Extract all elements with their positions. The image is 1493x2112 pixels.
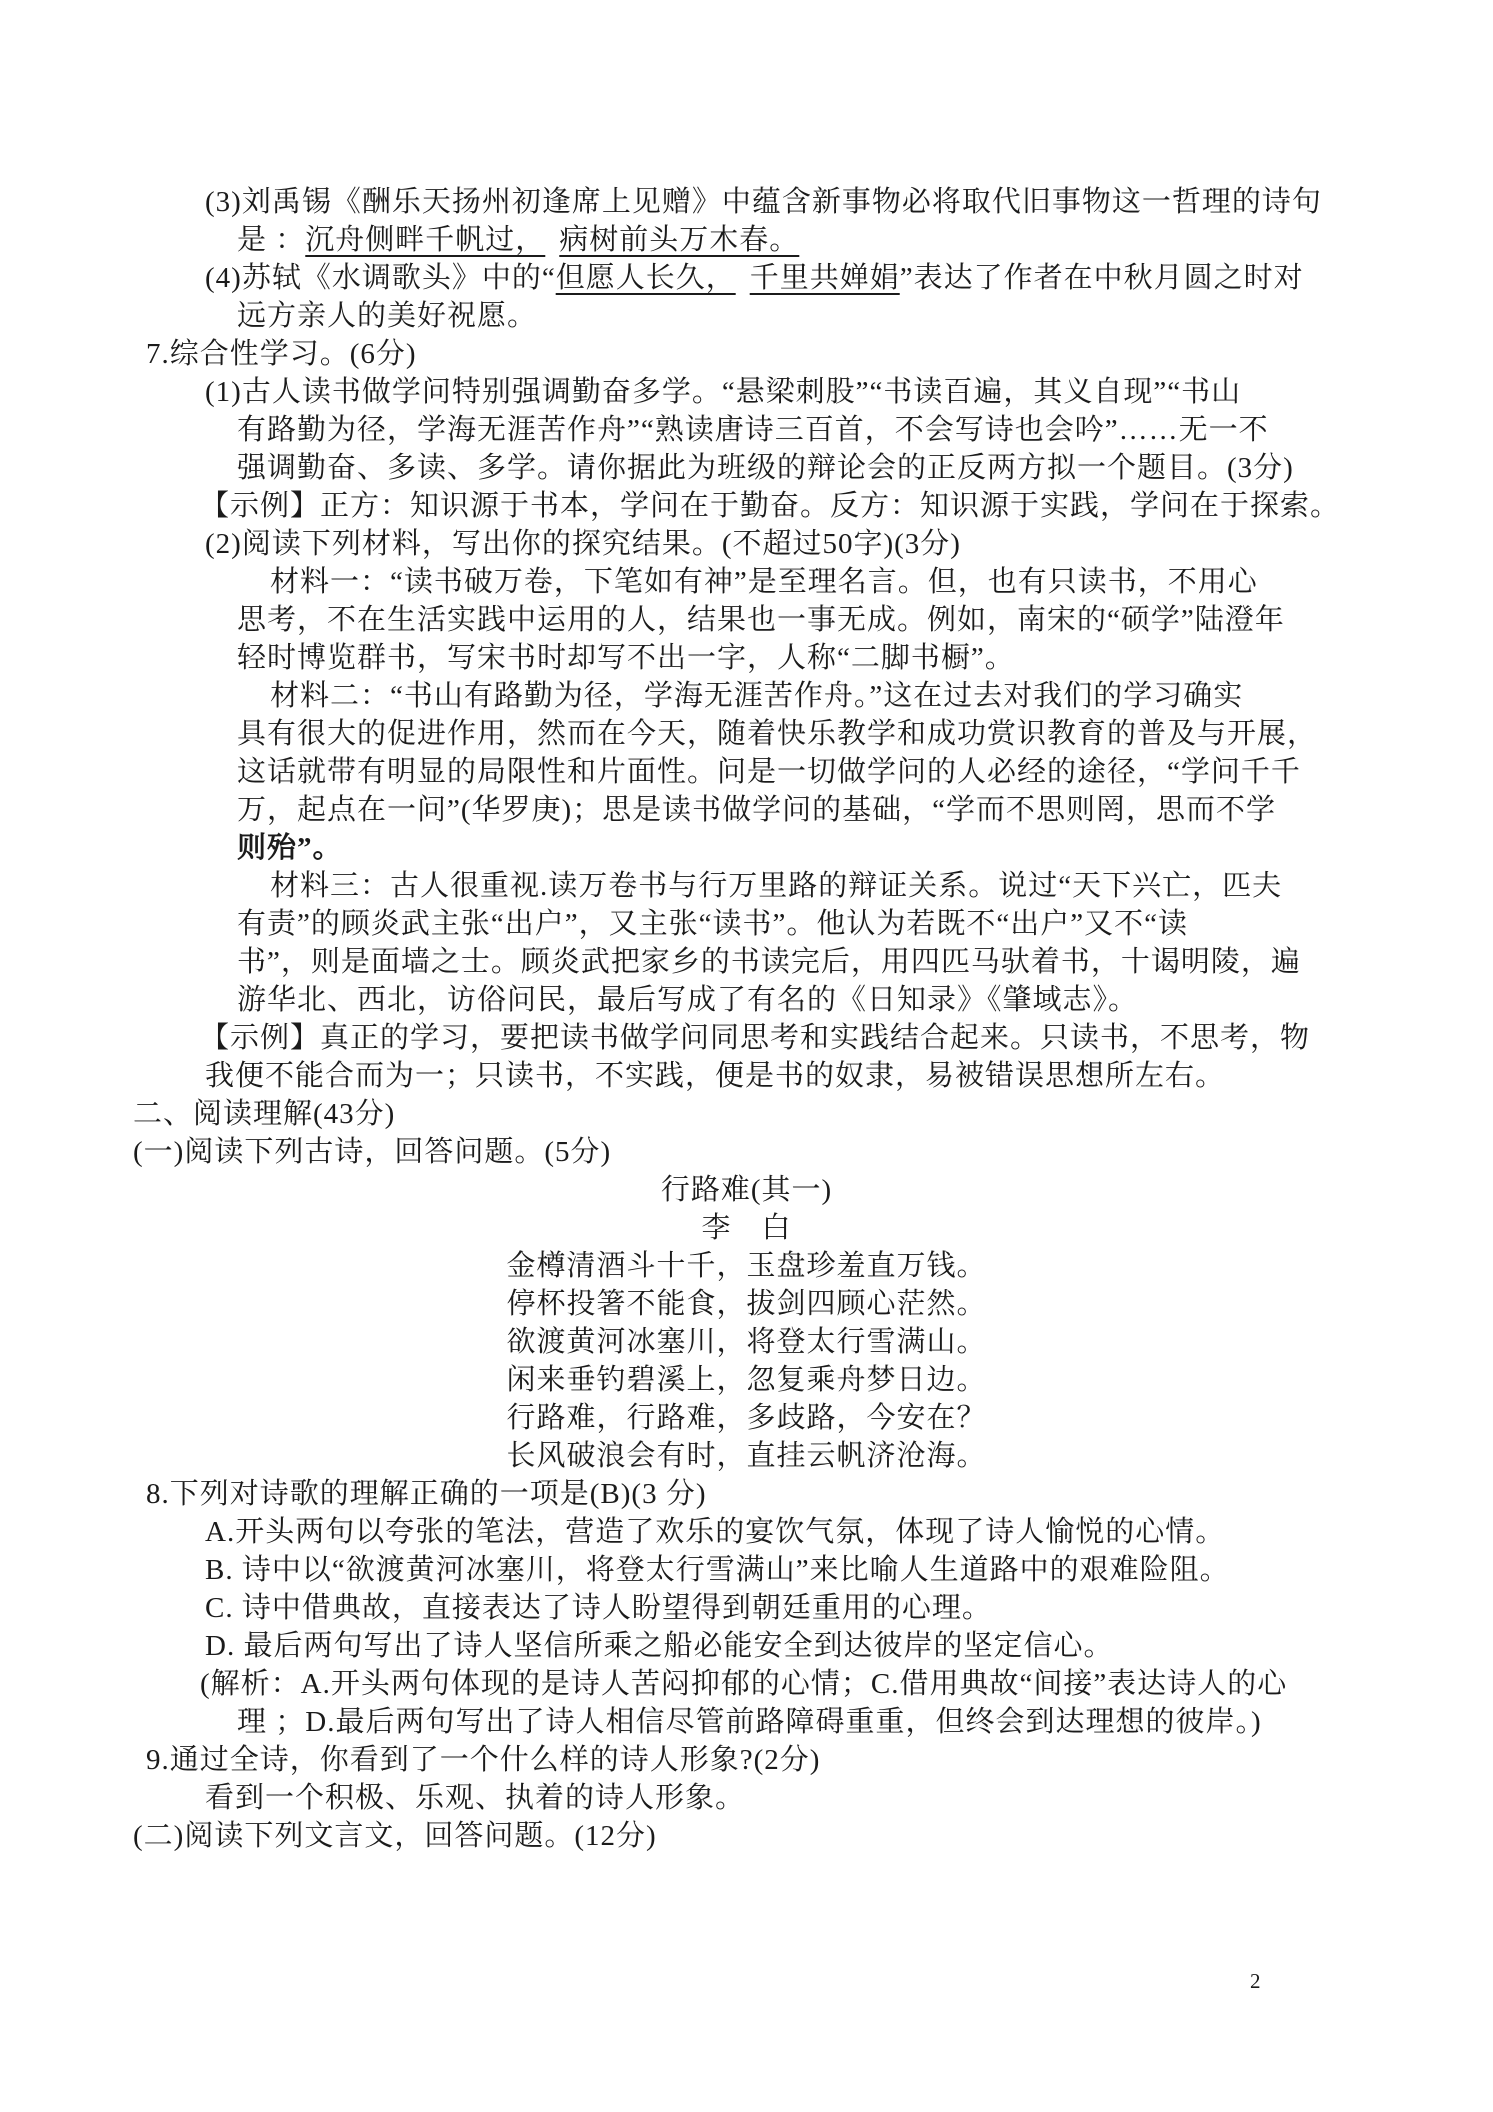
q3-answer-label: 是 ： bbox=[237, 224, 306, 256]
q9-answer: 看到一个积极、乐观、执着的诗人形象。 bbox=[205, 1782, 746, 1814]
q8-option-b: B. 诗中以“欲渡黄河冰塞川，将登太行雪满山”来比喻人生道路中的艰难险阻。 bbox=[205, 1554, 1230, 1586]
page-number: 2 bbox=[1250, 1969, 1261, 1993]
material-2-line: 具有很大的促进作用，然而在今天，随着快乐教学和成功赏识教育的普及与开展， bbox=[237, 718, 1318, 750]
q3-blank-1: 沉舟侧畔千帆过， bbox=[305, 224, 546, 256]
q7-1-stem-line: 有路勤为径，学海无涯苦作舟”“熟读唐诗三百首，不会写诗也会吟”……无一不 bbox=[237, 414, 1269, 446]
material-3-line: 材料三：古人很重视.读万卷书与行万里路的辩证关系。说过“天下兴亡，匹夫 bbox=[270, 870, 1283, 902]
q7-2-example-line: 【示例】真正的学习，要把读书做学问同思考和实践结合起来。只读书，不思考，物 bbox=[200, 1022, 1311, 1054]
poem-title: 行路难(其一) bbox=[660, 1174, 833, 1206]
q7-2-example-line: 我便不能合而为一；只读书，不实践，便是书的奴隶，易被错误思想所左右。 bbox=[205, 1060, 1226, 1092]
material-3-line: 书”，则是面墙之士。顾炎武把家乡的书读完后，用四匹马驮着书，十谒明陵，遍 bbox=[237, 946, 1301, 978]
exam-document-page bbox=[0, 183, 1493, 1855]
q4-prefix: (4)苏轼《水调歌头》中的“ bbox=[205, 262, 556, 294]
poem-line: 停杯投箸不能食，拔剑四顾心茫然。 bbox=[506, 1288, 987, 1320]
poem-line: 行路难，行路难，多歧路，今安在？ bbox=[506, 1402, 987, 1434]
q7-1-stem-line: 强调勤奋、多读、多学。请你据此为班级的辩论会的正反两方拟一个题目。(3分) bbox=[237, 452, 1294, 484]
q7-2-stem: (2)阅读下列材料，写出你的探究结果。(不超过50字)(3分) bbox=[205, 528, 961, 560]
q4-blank-1: 但愿人长久， bbox=[555, 262, 736, 294]
poem-line: 闲来垂钓碧溪上，忽复乘舟梦日边。 bbox=[506, 1364, 987, 1396]
q8-option-c: C. 诗中借典故，直接表达了诗人盼望得到朝廷重用的心理。 bbox=[205, 1592, 992, 1624]
q8-analysis-line: 理 ；D.最后两句写出了诗人相信尽管前路障碍重重，但终会到达理想的彼岸。) bbox=[237, 1706, 1262, 1738]
part-2-heading: (二)阅读下列文言文，回答问题。(12分) bbox=[133, 1820, 657, 1852]
q4-stem bbox=[0, 259, 1493, 297]
material-3-line: 有责”的顾炎武主张“出户”，又主张“读书”。他认为若既不“出户”又不“读 bbox=[237, 908, 1188, 940]
q4-blank-2: 千里共婵娟 bbox=[749, 262, 900, 294]
poem-author: 李 白 bbox=[701, 1212, 792, 1244]
q3-blank-2: 病树前头万木春。 bbox=[559, 224, 800, 256]
material-1-line: 材料一：“读书破万卷，下笔如有神”是至理名言。但，也有只读书，不用心 bbox=[270, 566, 1258, 598]
q9-stem: 9.通过全诗，你看到了一个什么样的诗人形象?(2分) bbox=[146, 1744, 821, 1776]
material-2-line: 材料二：“书山有路勤为径，学海无涯苦作舟。”这在过去对我们的学习确实 bbox=[270, 680, 1244, 712]
q7-1-stem-line: (1)古人读书做学问特别强调勤奋多学。“悬梁刺股”“书读百遍，其义自现”“书山 bbox=[205, 376, 1242, 408]
q3-answer bbox=[0, 221, 1493, 259]
part-1-heading: (一)阅读下列古诗，回答问题。(5分) bbox=[133, 1136, 612, 1168]
material-1-line: 轻时博览群书，写宋书时却写不出一字，人称“二脚书橱”。 bbox=[237, 642, 1015, 674]
q7-heading: 7.综合性学习。(6分) bbox=[146, 338, 417, 370]
q3-stem: (3)刘禹锡《酬乐天扬州初逢席上见赠》中蕴含新事物必将取代旧事物这一哲理的诗句 bbox=[205, 186, 1322, 218]
q8-stem: 8.下列对诗歌的理解正确的一项是(B)(3 分) bbox=[146, 1478, 707, 1510]
q8-option-d: D. 最后两句写出了诗人坚信所乘之船必能安全到达彼岸的坚定信心。 bbox=[205, 1630, 1114, 1662]
material-1-line: 思考，不在生活实践中运用的人，结果也一事无成。例如，南宋的“硕学”陆澄年 bbox=[237, 604, 1285, 636]
material-2-line: 这话就带有明显的局限性和片面性。问是一切做学问的人必经的途径，“学问千千 bbox=[237, 756, 1301, 788]
poem-line: 欲渡黄河冰塞川，将登太行雪满山。 bbox=[506, 1326, 987, 1358]
q4-suffix: ”表达了作者在中秋月圆之时对 bbox=[899, 262, 1304, 294]
material-2-line-bold: 则殆”。 bbox=[237, 832, 343, 864]
q8-option-a: A.开头两句以夸张的笔法，营造了欢乐的宴饮气氛，体现了诗人愉悦的心情。 bbox=[205, 1516, 1226, 1548]
q8-analysis-line: (解析：A.开头两句体现的是诗人苦闷抑郁的心情；C.借用典故“间接”表达诗人的心 bbox=[200, 1668, 1288, 1700]
poem-line: 金樽清酒斗十千，玉盘珍羞直万钱。 bbox=[506, 1250, 987, 1282]
material-2-line: 万，起点在一问”(华罗庚)；思是读书做学问的基础，“学而不思则罔，思而不学 bbox=[237, 794, 1277, 826]
section-2-heading: 二、阅读理解(43分) bbox=[133, 1098, 396, 1130]
q7-1-example: 【示例】正方：知识源于书本，学问在于勤奋。反方：知识源于实践，学问在于探索。 bbox=[200, 490, 1341, 522]
q4-stem-cont: 远方亲人的美好祝愿。 bbox=[237, 300, 538, 332]
poem-line: 长风破浪会有时，直挂云帆济沧海。 bbox=[506, 1440, 987, 1472]
material-3-line: 游华北、西北，访俗问民，最后写成了有名的《日知录》《肇域志》。 bbox=[237, 984, 1139, 1016]
